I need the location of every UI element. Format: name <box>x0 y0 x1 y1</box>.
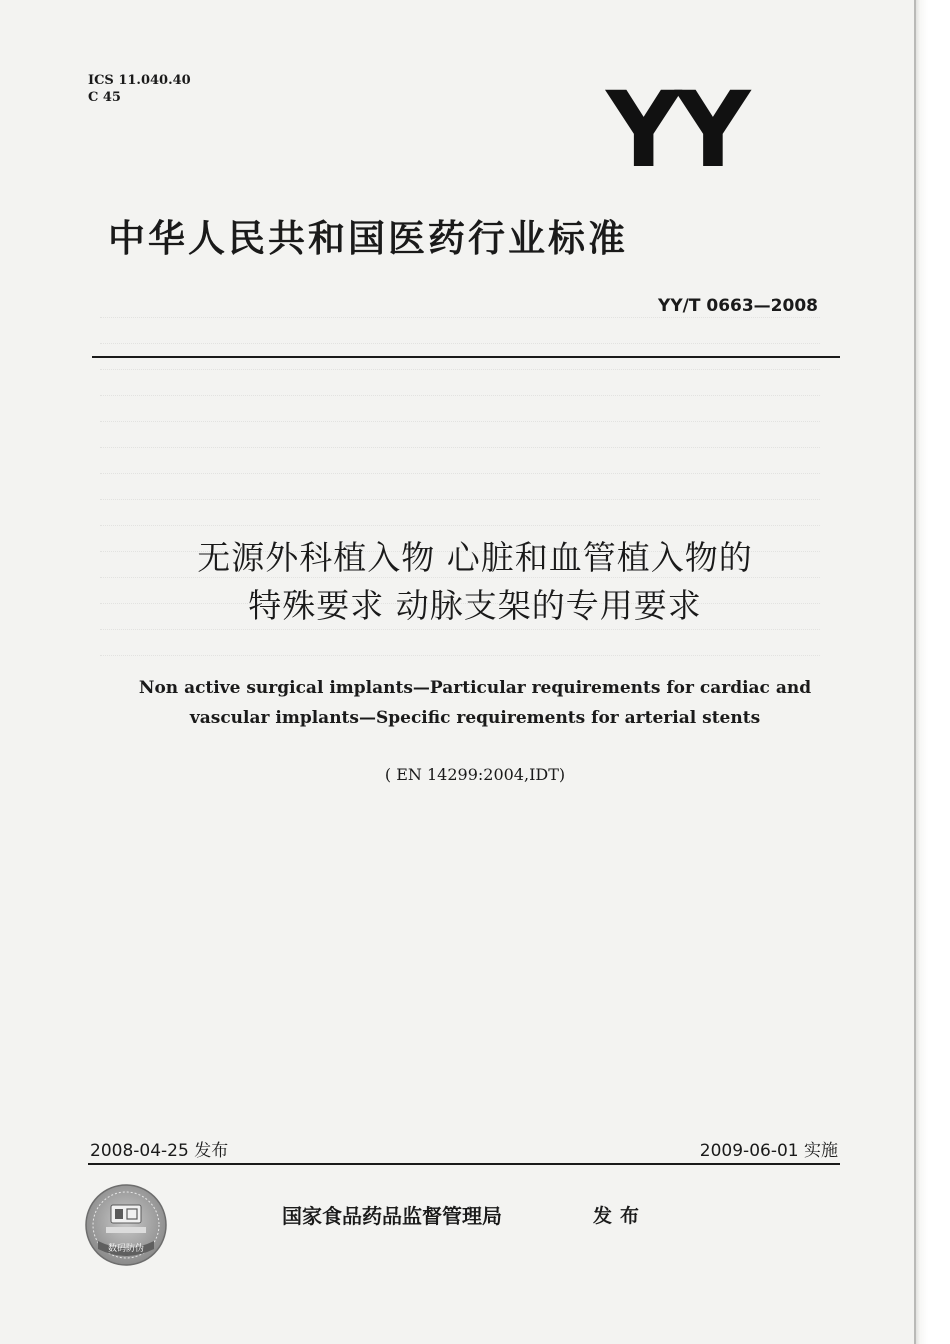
standard-category-title: 中华人民共和国医药行业标准 <box>108 217 628 260</box>
yy-logo: YY <box>606 69 745 191</box>
publish-label: 发布 <box>593 1205 648 1227</box>
issue-date: 2008-04-25 发布 <box>90 1141 229 1161</box>
footer-divider <box>88 1163 840 1165</box>
adoption-reference: ( EN 14299:2004,IDT) <box>384 765 566 784</box>
title-zh-line: 特殊要求 动脉支架的专用要求 <box>248 586 702 625</box>
title-zh-line: 无源外科植入物 心脏和血管植入物的 <box>197 538 753 577</box>
seal-label: 数码防伪 <box>107 1244 145 1254</box>
implementation-date: 2009-06-01 实施 <box>699 1141 838 1161</box>
title-en-line: Non active surgical implants—Particular requirements for cardiac and <box>138 678 812 698</box>
publisher-name: 国家食品药品监督管理局 <box>282 1204 502 1228</box>
header-divider <box>92 356 840 358</box>
page-edge <box>914 0 950 1344</box>
anti-counterfeit-seal-icon <box>84 1183 168 1267</box>
document-title-en <box>60 673 890 733</box>
standard-number: YY/T 0663—2008 <box>658 296 818 316</box>
classification-codes <box>88 72 191 106</box>
title-en-line: vascular implants—Specific requirements for arterial stents <box>189 708 761 728</box>
document-title-zh <box>80 534 870 630</box>
ics-code: ICS 11.040.40 <box>88 73 191 88</box>
ccs-code: C 45 <box>88 90 121 105</box>
